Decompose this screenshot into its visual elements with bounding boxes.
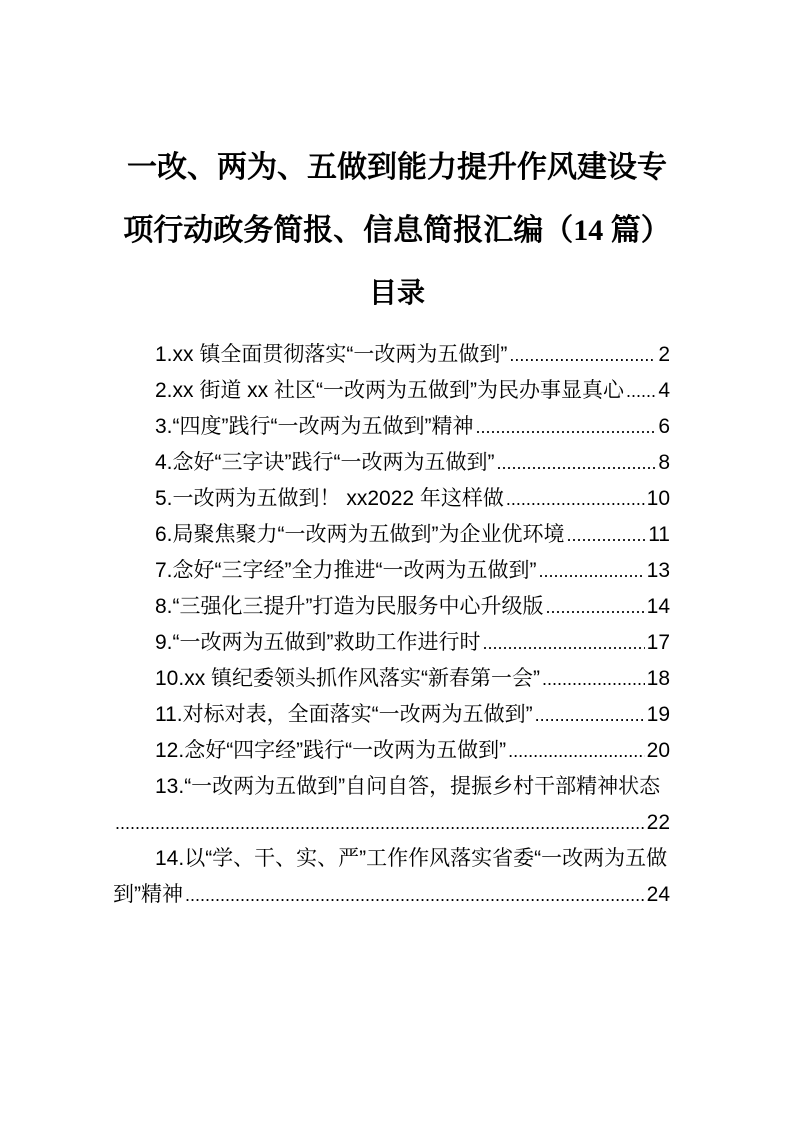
toc-leader-dots	[535, 697, 645, 733]
toc-entry-text: 1.xx 镇全面贯彻落实“一改两为五做到”	[155, 343, 508, 366]
toc-leader-dots	[539, 553, 645, 589]
toc-page-number: 18	[646, 667, 670, 690]
toc-leader-dots	[508, 733, 644, 769]
toc-page-number: 17	[646, 631, 670, 654]
toc-page-number: 24	[646, 883, 670, 906]
toc-page-number: 19	[646, 703, 670, 726]
toc-entry-text: 6.局聚焦聚力“一改两为五做到”为企业优环境	[155, 523, 565, 546]
toc-leader-dots	[185, 877, 645, 913]
toc-leader-dots	[626, 373, 656, 409]
toc-leader-dots	[476, 409, 657, 445]
toc-entry-14[interactable]	[113, 841, 670, 877]
toc-leader-dots	[483, 625, 645, 661]
toc-page-number: 10	[646, 487, 670, 510]
document-title-line-1: 一改、两为、五做到能力提升作风建设专	[127, 151, 667, 184]
document-title	[0, 0, 794, 325]
toc-entry-text: 5.一改两为五做到！ xx2022 年这样做	[155, 487, 504, 510]
toc-entry-11[interactable]	[113, 697, 670, 733]
toc-entry-10[interactable]	[113, 661, 670, 697]
toc-entry-text: 13.“一改两为五做到”自问自答，提振乡村干部精神状态	[155, 775, 661, 798]
toc-leader-dots	[506, 481, 645, 517]
toc-entry-text: 10.xx 镇纪委领头抓作风落实“新春第一会”	[155, 667, 541, 690]
toc-leader-dots	[509, 337, 656, 373]
toc-page-number: 22	[646, 811, 670, 834]
toc-leader-dots	[497, 445, 657, 481]
toc-entry-6[interactable]	[113, 517, 670, 553]
toc-entry-12[interactable]	[113, 733, 670, 769]
toc-entry-5[interactable]	[113, 481, 670, 517]
toc-entry-3[interactable]	[113, 409, 670, 445]
toc-entry-text: 3.“四度”践行“一改两为五做到”精神	[155, 415, 474, 438]
toc-entry-8[interactable]	[113, 589, 670, 625]
table-of-contents	[113, 337, 670, 913]
toc-entry-9[interactable]	[113, 625, 670, 661]
toc-entry-4[interactable]	[113, 445, 670, 481]
toc-entry-text: 14.以“学、干、实、严”工作作风落实省委“一改两为五做	[155, 847, 668, 870]
toc-page-number: 20	[646, 739, 670, 762]
toc-leader-dots	[115, 805, 645, 841]
toc-page-number: 13	[646, 559, 670, 582]
toc-page-number: 4	[658, 379, 670, 402]
toc-page-number: 14	[646, 595, 670, 618]
toc-leader-dots	[542, 661, 645, 697]
document-title-line-2: 项行动政务简报、信息简报汇编（14 篇）	[123, 214, 671, 247]
toc-entry-text: 9.“一改两为五做到”救助工作进行时	[155, 631, 481, 654]
toc-entry-text: 11.对标对表，全面落实“一改两为五做到”	[155, 703, 533, 726]
toc-page-number: 6	[658, 415, 670, 438]
toc-leader-dots	[567, 517, 647, 553]
toc-page-number: 2	[658, 343, 670, 366]
toc-entry-text: 7.念好“三字经”全力推进“一改两为五做到”	[155, 559, 537, 582]
toc-entry-13-continuation[interactable]	[113, 805, 670, 841]
toc-page-number: 8	[658, 451, 670, 474]
toc-entry-1[interactable]	[113, 337, 670, 373]
toc-heading: 目录	[368, 278, 425, 309]
toc-entry-text: 4.念好“三字诀”践行“一改两为五做到”	[155, 451, 495, 474]
toc-entry-2[interactable]	[113, 373, 670, 409]
toc-entry-text: 8.“三强化三提升”打造为民服务中心升级版	[155, 595, 544, 618]
toc-entry-text: 到”精神	[113, 883, 183, 906]
toc-entry-13[interactable]	[113, 769, 670, 805]
toc-leader-dots	[546, 589, 645, 625]
toc-entry-7[interactable]	[113, 553, 670, 589]
toc-page-number: 11	[648, 523, 670, 546]
toc-entry-text: 2.xx 街道 xx 社区“一改两为五做到”为民办事显真心	[155, 379, 625, 402]
toc-entry-text: 12.念好“四字经”践行“一改两为五做到”	[155, 739, 507, 762]
toc-entry-14-continuation[interactable]	[113, 877, 670, 913]
